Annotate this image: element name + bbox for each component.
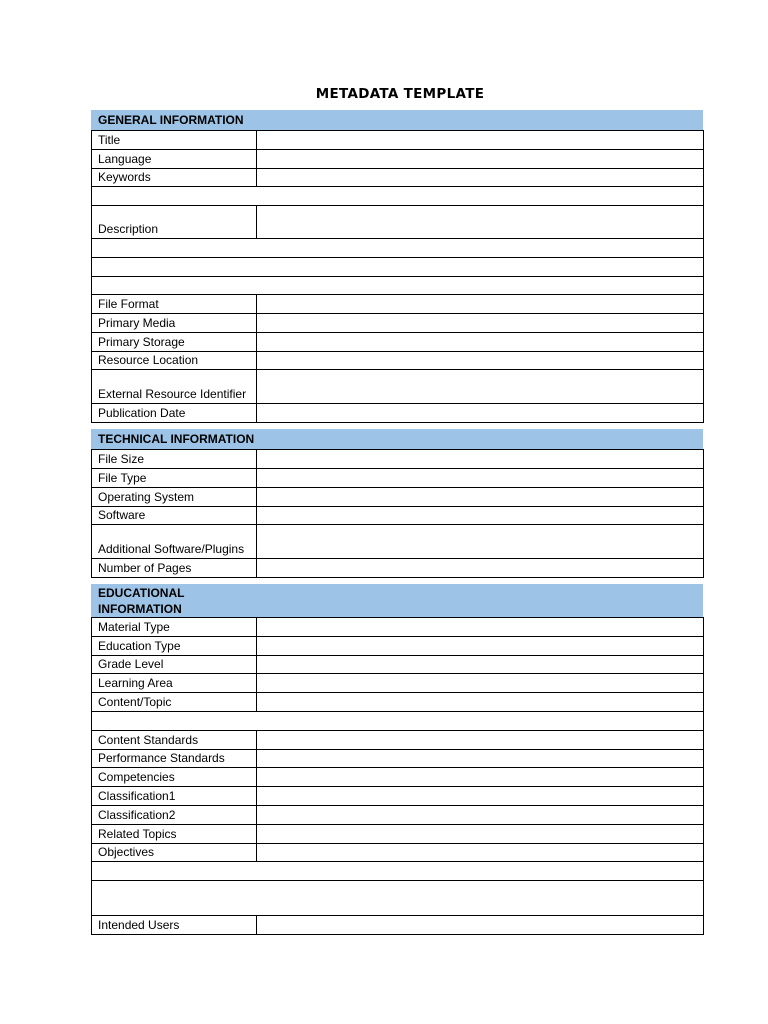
field-external-resource-identifier[interactable] — [257, 370, 704, 404]
label-keywords: Keywords — [92, 169, 257, 187]
table-row — [92, 559, 704, 578]
table-row — [92, 712, 704, 731]
blank-row[interactable] — [92, 712, 704, 731]
table-row — [92, 768, 704, 787]
field-publication-date[interactable] — [257, 404, 704, 423]
table-row — [92, 206, 704, 239]
table-row — [92, 787, 704, 806]
section-header-educational-text: EDUCATIONAL INFORMATION — [98, 586, 185, 616]
table-row — [92, 131, 704, 150]
label-description: Description — [92, 206, 257, 239]
label-objectives: Objectives — [92, 844, 257, 862]
label-publication-date: Publication Date — [92, 404, 257, 423]
label-file-format: File Format — [92, 295, 257, 314]
general-information-table — [91, 130, 704, 423]
table-row — [92, 881, 704, 916]
field-primary-storage[interactable] — [257, 333, 704, 352]
table-row — [92, 295, 704, 314]
table-row — [92, 314, 704, 333]
label-classification2: Classification2 — [92, 806, 257, 825]
section-header-technical: TECHNICAL INFORMATION — [91, 429, 703, 449]
field-performance-standards[interactable] — [257, 750, 704, 768]
table-row — [92, 258, 704, 277]
label-education-type: Education Type — [92, 637, 257, 656]
blank-row[interactable] — [92, 239, 704, 258]
label-additional-software: Additional Software/Plugins — [92, 525, 257, 559]
table-row — [92, 239, 704, 258]
label-language: Language — [92, 150, 257, 169]
blank-row[interactable] — [92, 277, 704, 295]
label-resource-location: Resource Location — [92, 352, 257, 370]
table-row — [92, 187, 704, 206]
field-keywords[interactable] — [257, 169, 704, 187]
field-primary-media[interactable] — [257, 314, 704, 333]
table-row — [92, 844, 704, 862]
technical-information-table — [91, 449, 704, 578]
document-title: METADATA TEMPLATE — [315, 86, 485, 102]
table-row — [92, 450, 704, 469]
field-additional-software[interactable] — [257, 525, 704, 559]
table-row — [92, 507, 704, 525]
table-row — [92, 488, 704, 507]
table-row — [92, 404, 704, 423]
educational-information-table — [91, 617, 704, 935]
label-primary-media: Primary Media — [92, 314, 257, 333]
table-row — [92, 352, 704, 370]
table-row — [92, 825, 704, 844]
field-operating-system[interactable] — [257, 488, 704, 507]
table-row — [92, 150, 704, 169]
label-related-topics: Related Topics — [92, 825, 257, 844]
table-row — [92, 277, 704, 295]
label-content-standards: Content Standards — [92, 731, 257, 750]
blank-row[interactable] — [92, 187, 704, 206]
field-file-type[interactable] — [257, 469, 704, 488]
table-row — [92, 370, 704, 404]
label-learning-area: Learning Area — [92, 674, 257, 693]
field-description[interactable] — [257, 206, 704, 239]
field-learning-area[interactable] — [257, 674, 704, 693]
field-software[interactable] — [257, 507, 704, 525]
label-software: Software — [92, 507, 257, 525]
table-row — [92, 525, 704, 559]
field-content-standards[interactable] — [257, 731, 704, 750]
label-external-resource-identifier: External Resource Identifier — [92, 370, 257, 404]
label-operating-system: Operating System — [92, 488, 257, 507]
section-header-educational — [91, 584, 703, 617]
label-file-type: File Type — [92, 469, 257, 488]
label-title: Title — [92, 131, 257, 150]
field-classification2[interactable] — [257, 806, 704, 825]
label-primary-storage: Primary Storage — [92, 333, 257, 352]
field-title[interactable] — [257, 131, 704, 150]
field-file-format[interactable] — [257, 295, 704, 314]
field-intended-users[interactable] — [257, 916, 704, 935]
blank-row[interactable] — [92, 862, 704, 881]
blank-row[interactable] — [92, 881, 704, 916]
table-row — [92, 333, 704, 352]
field-related-topics[interactable] — [257, 825, 704, 844]
label-grade-level: Grade Level — [92, 656, 257, 674]
field-grade-level[interactable] — [257, 656, 704, 674]
table-row — [92, 750, 704, 768]
field-number-of-pages[interactable] — [257, 559, 704, 578]
table-row — [92, 469, 704, 488]
table-row — [92, 862, 704, 881]
blank-row[interactable] — [92, 258, 704, 277]
field-material-type[interactable] — [257, 618, 704, 637]
table-row — [92, 656, 704, 674]
metadata-form — [91, 110, 703, 935]
field-resource-location[interactable] — [257, 352, 704, 370]
table-row — [92, 169, 704, 187]
label-material-type: Material Type — [92, 618, 257, 637]
table-row — [92, 916, 704, 935]
label-performance-standards: Performance Standards — [92, 750, 257, 768]
section-header-general: GENERAL INFORMATION — [91, 110, 703, 130]
table-row — [92, 731, 704, 750]
table-row — [92, 674, 704, 693]
field-competencies[interactable] — [257, 768, 704, 787]
field-language[interactable] — [257, 150, 704, 169]
field-education-type[interactable] — [257, 637, 704, 656]
field-objectives[interactable] — [257, 844, 704, 862]
field-classification1[interactable] — [257, 787, 704, 806]
table-row — [92, 637, 704, 656]
label-content-topic: Content/Topic — [92, 693, 257, 712]
table-row — [92, 806, 704, 825]
table-row — [92, 693, 704, 712]
field-file-size[interactable] — [257, 450, 704, 469]
label-classification1: Classification1 — [92, 787, 257, 806]
table-row — [92, 618, 704, 637]
field-content-topic[interactable] — [257, 693, 704, 712]
label-file-size: File Size — [92, 450, 257, 469]
label-competencies: Competencies — [92, 768, 257, 787]
label-intended-users: Intended Users — [92, 916, 257, 935]
label-number-of-pages: Number of Pages — [92, 559, 257, 578]
